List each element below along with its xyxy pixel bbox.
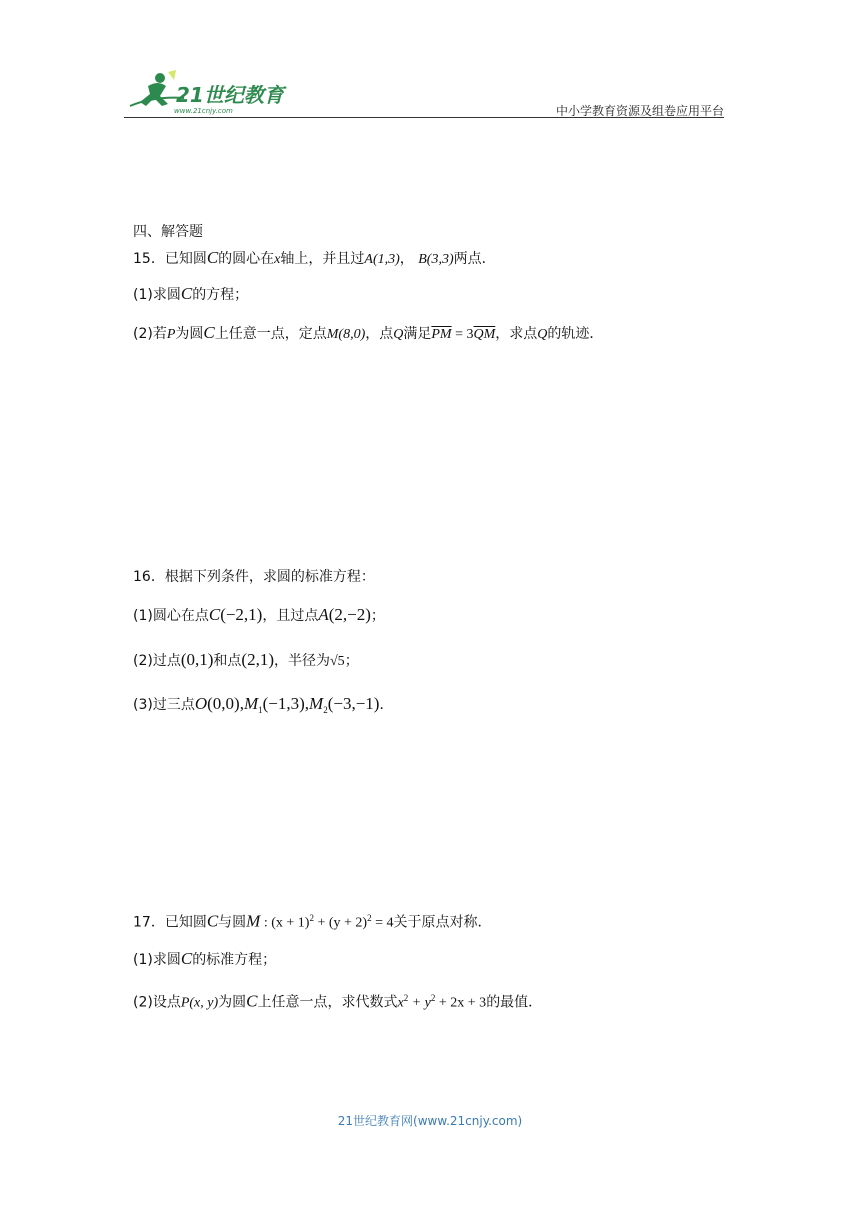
q17-part1: (1)求圆C的标准方程；	[133, 949, 277, 968]
q16-intro: 16．根据下列条件，求圆的标准方程：	[133, 569, 375, 585]
logo-url: www.21cnjy.com	[174, 107, 233, 115]
footer-link[interactable]: 21世纪教育网(www.21cnjy.com)	[337, 1114, 523, 1128]
q16-part1: (1)圆心在点C(−2,1)，且过点A(2,−2)；	[133, 605, 385, 624]
q16-part3: (3)过三点$O(0,0),M_1(-1,3),M_2(-3,-1)$．	[133, 694, 394, 715]
header-divider	[124, 117, 724, 118]
q16-part2: (2)过点(0,1)和点(2,1)，半径为√5；	[133, 650, 359, 669]
section-title: 四、解答题	[133, 224, 203, 240]
page-header	[124, 66, 724, 118]
q15-part1: (1)求圆C的方程；	[133, 284, 249, 303]
logo-21cnjy	[124, 66, 294, 118]
q15-intro: 15．已知圆C的圆心在x轴上，并且过A(1,3)， B(3,3)两点．	[133, 248, 496, 267]
q15-part2: (2)若P为圆C上任意一点，定点M(8,0)，点Q满足$\overline{PM} = 3\overline{QM}$，求点Q的轨迹．	[133, 323, 604, 342]
platform-title: 中小学教育资源及组卷应用平台	[555, 104, 724, 118]
q17-intro: 17．已知圆C与圆M : $(x + 1)^2 + (y + 2)^2 = 4$关于原点对称．	[133, 911, 492, 931]
logo-text: 21世纪教育	[176, 83, 284, 107]
q17-part2: (2)设点P(x, y)为圆C上任意一点，求代数式$x^2 + y^2 + 2x + 3$的最值．	[133, 991, 543, 1011]
